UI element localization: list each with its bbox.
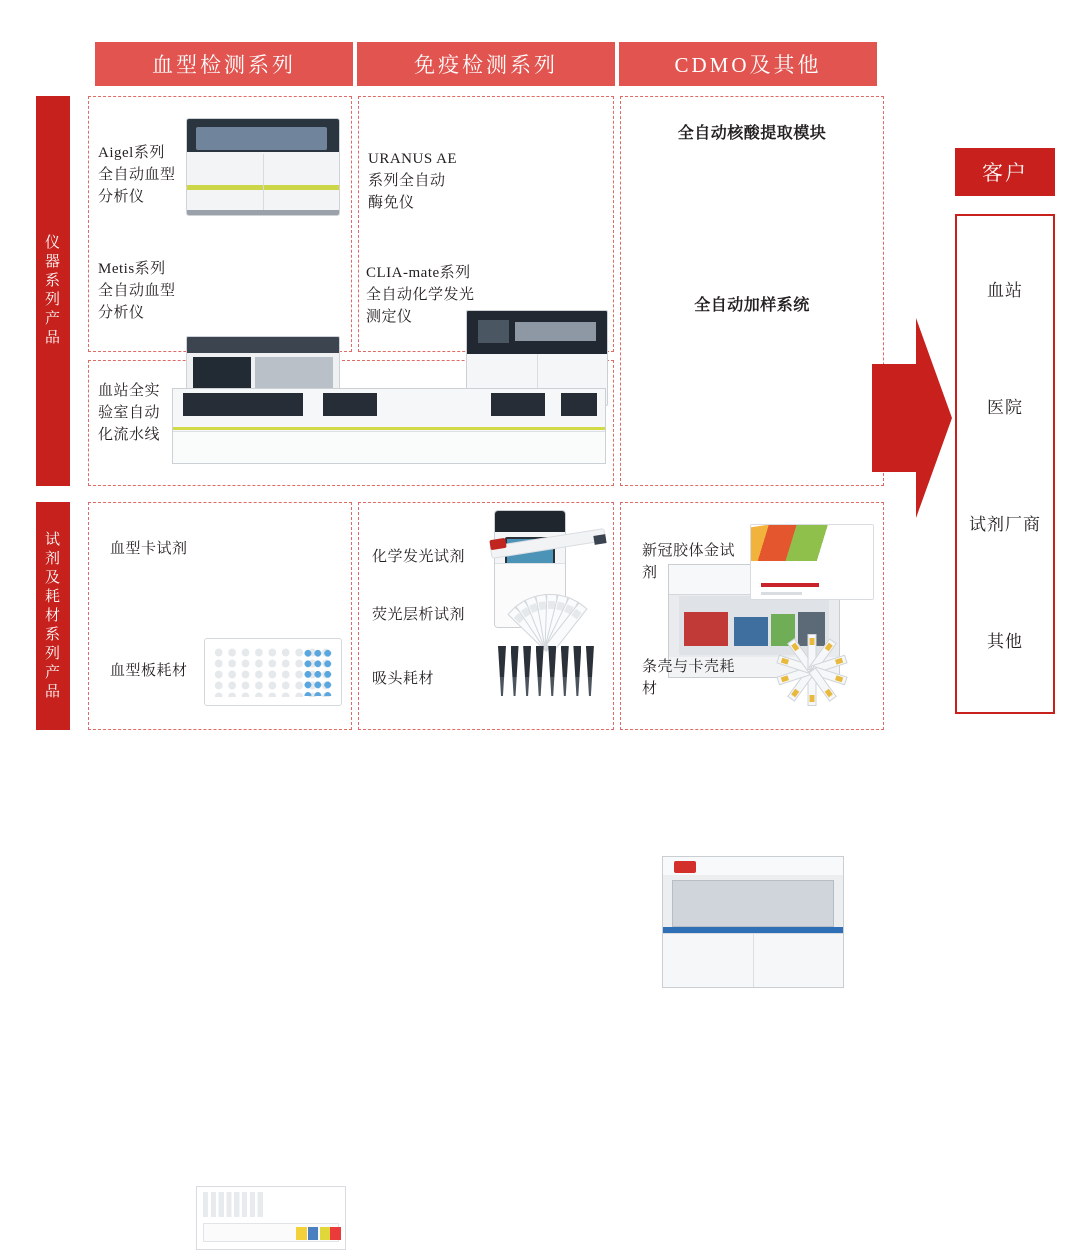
category-bar-label: 仪器系列产品	[44, 235, 61, 346]
label-fluorescence-chromatography-reagent: 荧光层析试剂	[372, 607, 466, 623]
column-header-cdmo	[619, 42, 877, 86]
customer-item-blood-station: 血站	[987, 281, 1023, 300]
image-tip-consumable	[498, 646, 594, 696]
category-bar-reagents	[36, 502, 70, 730]
image-auto-sampler	[662, 856, 844, 988]
column-header-label: 免疫检测系列	[414, 53, 558, 77]
image-chemiluminescence-reagent	[490, 522, 606, 564]
category-bar-label: 试剂及耗材系列产品	[44, 531, 61, 700]
customer-item-hospital: 医院	[987, 398, 1023, 417]
image-blood-plate-consumable	[204, 638, 342, 706]
image-covid-colloidal-gold-kit	[750, 524, 874, 600]
image-strip-shell-consumable	[762, 630, 862, 710]
image-production-line	[172, 388, 606, 464]
label-chemiluminescence-reagent: 化学发光试剂	[372, 549, 466, 565]
flow-arrow	[872, 318, 952, 518]
column-header-immunoassay	[357, 42, 615, 86]
column-header-label: CDMO及其他	[674, 53, 822, 77]
label-blood-card-reagent: 血型卡试剂	[110, 541, 188, 557]
customer-item-reagent-manufacturer: 试剂厂商	[969, 515, 1041, 534]
label-production-line: 血站全实验室自动化流水线	[98, 383, 161, 443]
customer-header-label: 客户	[982, 161, 1028, 185]
instrument-box-cdmo	[620, 96, 884, 486]
image-fluorescence-chromatography-reagent	[492, 586, 608, 648]
label-auto-sampler: 全自动加样系统	[694, 297, 810, 314]
label-metis: Metis系列全自动血型分析仪	[98, 261, 176, 321]
column-header-label: 血型检测系列	[152, 53, 296, 77]
customer-header	[955, 148, 1055, 196]
image-aigel-analyzer	[186, 118, 340, 216]
image-blood-card-reagent	[196, 1186, 346, 1250]
customer-item-other: 其他	[987, 632, 1023, 651]
label-covid-colloidal-gold: 新冠胶体金试剂	[642, 543, 736, 581]
customer-list	[955, 214, 1055, 714]
label-nucleic-extraction: 全自动核酸提取模块	[677, 125, 827, 142]
label-blood-plate-consumable: 血型板耗材	[110, 663, 188, 679]
label-uranus-ae: URANUS AE系列全自动酶免仪	[368, 151, 458, 211]
category-bar-instruments	[36, 96, 70, 486]
label-aigel: Aigel系列全自动血型分析仪	[98, 145, 176, 205]
column-header-blood-typing	[95, 42, 353, 86]
label-clia-mate: CLIA-mate系列全自动化学发光测定仪	[366, 265, 475, 325]
label-tip-consumable: 吸头耗材	[372, 671, 435, 687]
label-strip-shell-consumable: 条壳与卡壳耗材	[642, 659, 736, 697]
